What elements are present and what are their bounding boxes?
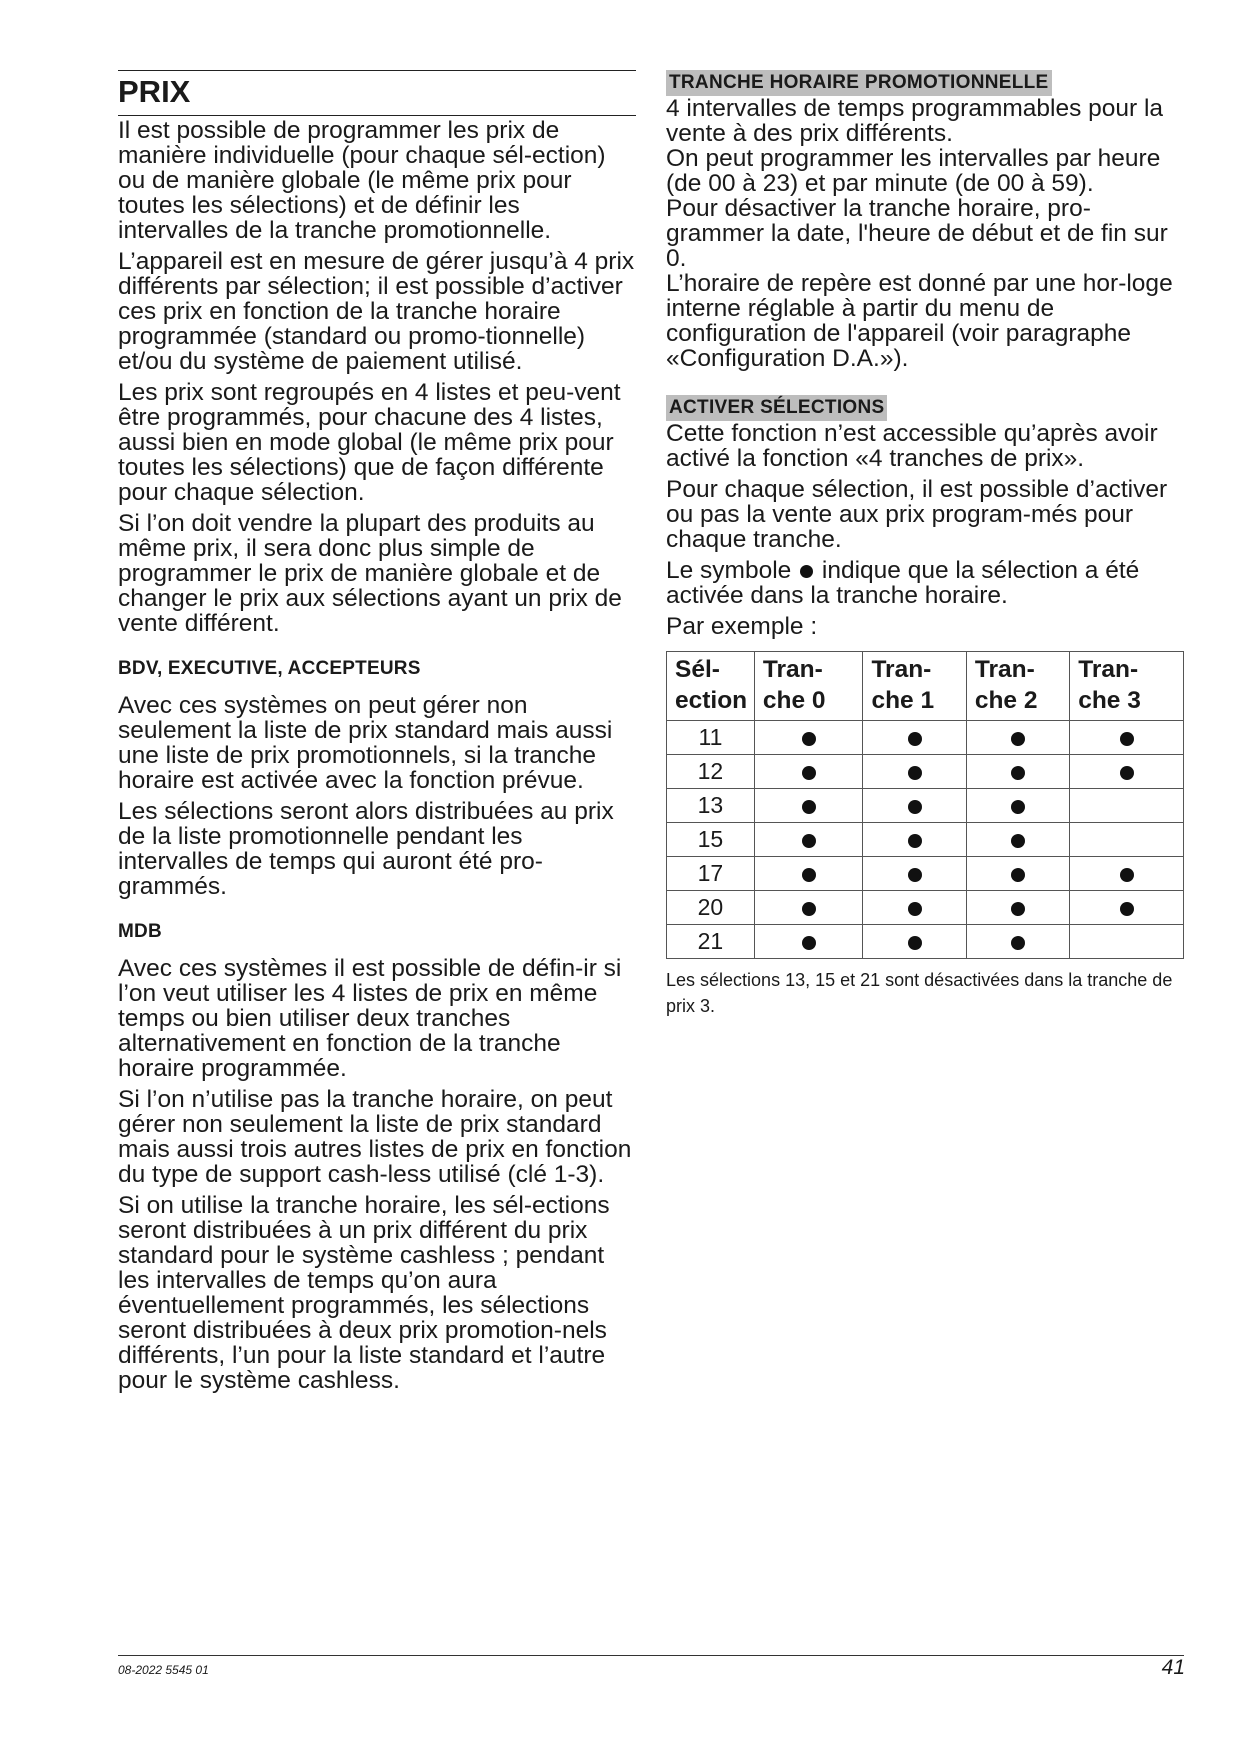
- table-row: [667, 789, 1184, 823]
- mdb-paragraph: Avec ces systèmes il est possible de défin-ir si l’on veut utiliser les 4 listes de prix en même temps ou bien utiliser deux tranches alternativement en fonction de la tranche horaire programmée.: [118, 955, 622, 1082]
- tranche-cell: [863, 925, 966, 959]
- table-header-row: [667, 652, 1184, 721]
- header-line: che 3: [1078, 687, 1141, 714]
- heading-activer-selections: ACTIVER SÉLECTIONS: [666, 395, 887, 421]
- footer-rule: [118, 1655, 1184, 1656]
- tranche-paragraph: 4 intervalles de temps programmables pour la vente à des prix différents.: [666, 95, 1164, 147]
- table-body: [667, 721, 1184, 959]
- active-dot-icon: [908, 902, 922, 916]
- bdv-paragraph: Les sélections seront alors distribuées au prix de la liste promotionnelle pendant les intervalles de temps qui auront été pro-grammés.: [118, 798, 614, 900]
- mdb-paragraph: Si l’on n’utilise pas la tranche horaire, on peut gérer non seulement la liste de prix standard mais aussi trois autres listes de prix en fonction du type de support cash-less utilisé (clé 1-3).: [118, 1086, 632, 1188]
- heading-tranche-horaire: TRANCHE HORAIRE PROMOTIONNELLE: [666, 70, 1052, 96]
- selection-number-cell: 15: [667, 823, 755, 857]
- header-line: Tran-: [1078, 656, 1139, 683]
- tranche-cell: [1070, 891, 1184, 925]
- active-dot-icon: [908, 834, 922, 848]
- tranche-cell: [754, 857, 863, 891]
- active-dot-icon: [908, 868, 922, 882]
- tranche-cell: [754, 823, 863, 857]
- bullet-dot-icon: [800, 565, 813, 578]
- document-code: 08-2022 5545 01: [118, 1663, 209, 1677]
- header-line: che 2: [974, 687, 1038, 714]
- active-dot-icon: [908, 800, 922, 814]
- active-dot-icon: [908, 732, 922, 746]
- intro-paragraph: L’appareil est en mesure de gérer jusqu’à 4 prix différents par sélection; il est possible d’activer ces prix en fonction de la tranche horaire programmée (standard ou promo-tionnelle) et/ou du système de paiement utilisé.: [118, 248, 635, 375]
- tranche-cell: [863, 857, 966, 891]
- selection-number-cell: 20: [667, 891, 755, 925]
- subheading-bdv: BDV, EXECUTIVE, ACCEPTEURS: [118, 658, 421, 679]
- table-header-cell: [1070, 652, 1184, 721]
- active-dot-icon: [802, 936, 816, 950]
- tranche-cell: [1070, 925, 1184, 959]
- activer-paragraph: Pour chaque sélection, il est possible d’activer ou pas la vente aux prix program-més pour chaque tranche.: [666, 476, 1168, 553]
- tranche-cell: [863, 823, 966, 857]
- intro-paragraph: Il est possible de programmer les prix de manière individuelle (pour chaque sél-ection) ou de manière globale (le même prix pour toutes les sélections) et de définir les intervalles de la tranche promotionnelle.: [118, 117, 606, 244]
- active-dot-icon: [802, 834, 816, 848]
- table-header-cell: [667, 652, 755, 721]
- active-dot-icon: [1011, 936, 1025, 950]
- bdv-paragraph: Avec ces systèmes on peut gérer non seulement la liste de prix standard mais aussi une liste de prix promotionnels, si la tranche horaire est activée avec la fonction prévue.: [118, 692, 613, 794]
- tranche-cell: [863, 755, 966, 789]
- activer-paragraph: Cette fonction n’est accessible qu’après avoir activé la fonction «4 tranches de prix».: [666, 420, 1158, 472]
- section-title: PRIX: [118, 73, 636, 116]
- tranche-cell: [863, 789, 966, 823]
- tranche-cell: [966, 857, 1069, 891]
- table-row: [667, 755, 1184, 789]
- tranche-cell: [754, 721, 863, 755]
- table-row: [667, 857, 1184, 891]
- tranche-paragraph: L’horaire de repère est donné par une hor-loge interne réglable à partir du menu de configuration de l'appareil (voir paragraphe «Configuration D.A.»).: [666, 270, 1173, 372]
- selection-number-cell: 21: [667, 925, 755, 959]
- tranche-cell: [966, 721, 1069, 755]
- active-dot-icon: [1120, 868, 1134, 882]
- tranche-cell: [863, 721, 966, 755]
- selection-number-cell: 11: [667, 721, 755, 755]
- tranche-cell: [966, 891, 1069, 925]
- active-dot-icon: [1011, 800, 1025, 814]
- table-header-cell: [754, 652, 863, 721]
- example-label: Par exemple :: [666, 613, 818, 640]
- mdb-paragraph: Si on utilise la tranche horaire, les sél-ections seront distribuées à un prix différent du prix standard pour le système cashless ; pendant les intervalles de temps qu’on aura éventuellement programmés, les sélections seront distribuées à deux prix promotion-nels différents, l’un pour la liste standard et l’autre pour le système cashless.: [118, 1192, 610, 1394]
- tranche-paragraph: On peut programmer les intervalles par heure (de 00 à 23) et par minute (de 00 à 59).: [666, 145, 1161, 197]
- header-line: Tran-: [974, 656, 1035, 683]
- tranche-cell: [1070, 857, 1184, 891]
- selection-table: [666, 651, 1184, 959]
- symbol-text-after: indique que la sélection a été activée dans la tranche horaire.: [666, 557, 1140, 609]
- tranche-cell: [754, 755, 863, 789]
- active-dot-icon: [802, 732, 816, 746]
- intro-paragraph: Si l’on doit vendre la plupart des produits au même prix, il sera donc plus simple de programmer le prix de manière globale et de changer le prix aux sélections ayant un prix de vente différent.: [118, 510, 622, 637]
- table-row: [667, 823, 1184, 857]
- tranche-cell: [754, 925, 863, 959]
- page-number: 41: [1161, 1656, 1185, 1679]
- table-row: [667, 721, 1184, 755]
- selection-number-cell: 12: [667, 755, 755, 789]
- active-dot-icon: [1011, 834, 1025, 848]
- table-row: [667, 925, 1184, 959]
- active-dot-icon: [1011, 902, 1025, 916]
- tranche-cell: [1070, 721, 1184, 755]
- active-dot-icon: [1120, 766, 1134, 780]
- header-line: che 0: [762, 687, 826, 714]
- table-header-cell: [966, 652, 1069, 721]
- symbol-text-before: Le symbole: [666, 557, 792, 584]
- header-line: Tran-: [762, 656, 823, 683]
- tranche-cell: [1070, 789, 1184, 823]
- header-line: che 1: [871, 687, 935, 714]
- right-column: [666, 70, 1184, 1019]
- table-row: [667, 891, 1184, 925]
- symbol-paragraph: [666, 558, 1184, 608]
- tranche-cell: [1070, 823, 1184, 857]
- header-line: ection: [675, 687, 748, 714]
- tranche-cell: [966, 925, 1069, 959]
- tranche-cell: [754, 891, 863, 925]
- selection-number-cell: 17: [667, 857, 755, 891]
- active-dot-icon: [1120, 902, 1134, 916]
- active-dot-icon: [1011, 868, 1025, 882]
- active-dot-icon: [802, 902, 816, 916]
- tranche-cell: [754, 789, 863, 823]
- table-header-cell: [863, 652, 966, 721]
- active-dot-icon: [802, 800, 816, 814]
- left-column: [118, 70, 636, 1399]
- tranche-cell: [863, 891, 966, 925]
- active-dot-icon: [908, 936, 922, 950]
- subheading-mdb: MDB: [118, 921, 162, 942]
- table-note: Les sélections 13, 15 et 21 sont désactivées dans la tranche de prix 3.: [666, 970, 1173, 1016]
- selection-number-cell: 13: [667, 789, 755, 823]
- tranche-cell: [966, 755, 1069, 789]
- intro-paragraph: Les prix sont regroupés en 4 listes et peu-vent être programmés, pour chacune des 4 listes, aussi bien en mode global (le même prix pour toutes les sélections) que de façon différente pour chaque sélection.: [118, 379, 621, 506]
- active-dot-icon: [802, 766, 816, 780]
- active-dot-icon: [908, 766, 922, 780]
- header-line: Tran-: [871, 656, 932, 683]
- tranche-cell: [1070, 755, 1184, 789]
- active-dot-icon: [1120, 732, 1134, 746]
- intro-block: [118, 118, 636, 636]
- tranche-cell: [966, 789, 1069, 823]
- header-line: Sél-: [675, 656, 720, 683]
- active-dot-icon: [802, 868, 816, 882]
- tranche-paragraph: Pour désactiver la tranche horaire, pro-grammer la date, l'heure de début et de fin sur 0.: [666, 195, 1168, 272]
- tranche-cell: [966, 823, 1069, 857]
- title-top-rule: [118, 70, 636, 71]
- active-dot-icon: [1011, 766, 1025, 780]
- active-dot-icon: [1011, 732, 1025, 746]
